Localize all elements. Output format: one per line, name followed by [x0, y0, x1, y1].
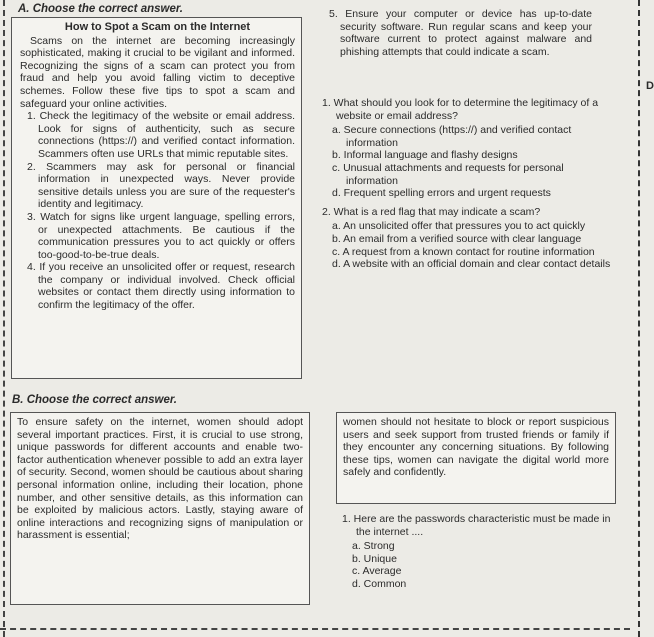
question-b1-stem: 1. Here are the passwords characteristic must be made in the internet ....	[342, 513, 611, 538]
scam-tips-box	[11, 17, 302, 379]
question-b1-option-b[interactable]: b. Unique	[352, 552, 397, 565]
section-a-questions	[316, 97, 612, 271]
tip-5: 5. Ensure your computer or device has up-to-date security software. Run regular scans and keep your software current to protect against malware and phishing attempts that could indicate a scam.	[329, 8, 592, 58]
question-a1-option-b[interactable]: b. Informal language and flashy designs	[332, 149, 518, 162]
question-a1	[316, 97, 612, 200]
section-b-heading: B. Choose the correct answer.	[12, 394, 177, 406]
question-a1-stem: 1. What should you look for to determine the legitimacy of a website or email address?	[322, 97, 599, 122]
question-b1-option-c[interactable]: c. Average	[352, 565, 402, 578]
question-a1-option-a[interactable]: a. Secure connections (https://) and verified contact information	[332, 124, 572, 149]
tip-2: 2. Scammers may ask for personal or financial information in unexpected ways. Never provide sensitive details unless you are sure of the requester's identity and legitimacy.	[27, 160, 295, 211]
tip-5-box	[318, 4, 598, 86]
left-cut-line	[3, 0, 5, 637]
question-a2-option-c[interactable]: c. A request from a known contact for routine information	[332, 245, 595, 258]
passage-left-text: To ensure safety on the internet, women should adopt several important practices. First, it is crucial to use strong, unique passwords for different accounts and enable two-factor authentication whenever possible to add an extra layer of security. Second, women should be cautious about sharing personal information online, including their location, phone number, and other sensitive details, as this information can be exploited by malicious actors. Lastly, staying aware of online interactions and recognizing signs of manipulation or harassment is essential;	[17, 416, 303, 542]
tip-4: 4. If you receive an unsolicited offer or request, research the company or individual involved. Check official websites or contact them directly using information to confirm the legitimacy of the offer.	[27, 261, 295, 312]
online-safety-passage-left	[10, 412, 310, 605]
question-a2-option-d[interactable]: d. A website with an official domain and clear contact details	[332, 258, 611, 271]
question-a1-option-d[interactable]: d. Frequent spelling errors and urgent requests	[332, 187, 551, 200]
tip-1: 1. Check the legitimacy of the website or email address. Look for signs of authenticity, such as secure connections (https://) and verified contact information. Scammers often use URLs that mimic reputable sites.	[27, 110, 295, 160]
question-a2-stem: 2. What is a red flag that may indicate a scam?	[322, 205, 541, 218]
online-safety-passage-right	[336, 412, 616, 504]
question-a1-option-c[interactable]: c. Unusual attachments and requests for personal information	[332, 161, 564, 187]
question-b1-option-d[interactable]: d. Common	[352, 577, 407, 590]
bottom-cut-line	[0, 628, 630, 630]
section-a-heading: A. Choose the correct answer.	[18, 3, 183, 15]
question-b1	[336, 513, 626, 591]
scam-tips-title: How to Spot a Scam on the Internet	[64, 21, 251, 33]
margin-mark: D	[646, 80, 654, 92]
question-b1-option-a[interactable]: a. Strong	[352, 540, 395, 553]
question-a2-option-a[interactable]: a. An unsolicited offer that pressures you to act quickly	[332, 220, 586, 233]
scam-tips-intro: Scams on the internet are becoming increasingly sophisticated, making it crucial to be vigilant and informed. Recognizing the signs of a scam can protect you from fraud and help you avoid falling victim to deceptive schemes. Follow these five tips to spot a scam and safeguard your online activities.	[20, 34, 295, 110]
passage-right-text: women should not hesitate to block or report suspicious users and seek support from trusted friends or family if they encounter any concerning situations. By following these tips, women can navigate the digital world more safely and confidently.	[343, 416, 609, 479]
right-cut-line	[638, 0, 640, 637]
question-a2-option-b[interactable]: b. An email from a verified source with clear language	[332, 232, 582, 245]
tip-3: 3. Watch for signs like urgent language, spelling errors, or unexpected attachments. Be cautious if the communication pressures you to act quickly or offers too-good-to-be-true deals.	[27, 210, 295, 261]
question-a2	[316, 206, 612, 271]
